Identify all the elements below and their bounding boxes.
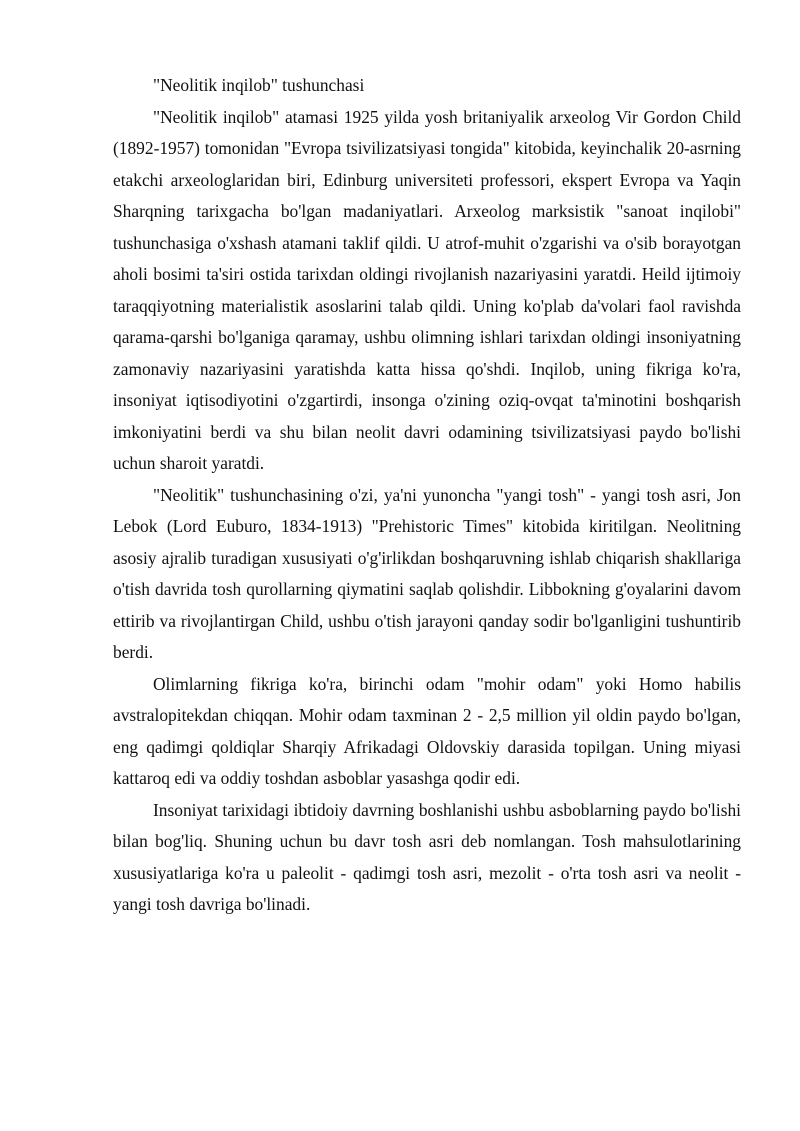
document-page <box>113 70 741 921</box>
document-title: "Neolitik inqilob" tushunchasi <box>153 75 365 95</box>
paragraph-homo-habilis: Olimlarning fikriga ko'ra, birinchi odam "mohir odam" yoki Homo habilis avstralopitekdan chiqqan. Mohir odam taxminan 2 - 2,5 million yil oldin paydo bo'lgan, eng qadimgi qoldiqlar Sharqiy Afrikadagi Oldovskiy darasida topilgan. Uning miyasi kattaroq edi va oddiy toshdan asboblar yasashga qodir edi. <box>113 673 741 788</box>
paragraph-neolithic-revolution-term: "Neolitik inqilob" atamasi 1925 yilda yosh britaniyalik arxeolog Vir Gordon Child (1892-1957) tomonidan "Evropa tsivilizatsiyasi tongida" kitobida, keyinchalik 20-asrning etakchi arxeologlaridan biri, Edinburg universiteti professori, ekspert Evropa va Yaqin Sharqning tarixgacha bo'lgan madaniyatlari. Arxeolog marksistik "sanoat inqilobi" tushunchasiga o'xshash atamani taklif qildi. U atrof-muhit o'zgarishi va o'sib borayotgan aholi bosimi ta'siri ostida tarixdan oldingi rivojlanish nazariyasini yaratdi. Heild ijtimoiy taraqqiyotning materialistik asoslarini talab qildi. Uning ko'plab da'volari faol ravishda qarama-qarshi bo'lganiga qaramay, ushbu olimning ishlari tarixdan oldingi insoniyatning zamonaviy nazariyasini yaratishda katta hissa qo'shdi. Inqilob, uning fikriga ko'ra, insoniyat iqtisodiyotini o'zgartirdi, insonga o'zining oziq-ovqat ta'minotini boshqarish imkoniyatini berdi va shu bilan neolit davri odamining tsivilizatsiyasi paydo bo'lishi uchun sharoit yaratdi. <box>113 106 741 473</box>
paragraph-stone-age-periods: Insoniyat tarixidagi ibtidoiy davrning boshlanishi ushbu asboblarning paydo bo'lishi bilan bog'liq. Shuning uchun bu davr tosh asri deb nomlangan. Tosh mahsulotlarining xususiyatlariga ko'ra u paleolit - qadimgi tosh asri, mezolit - o'rta tosh asri va neolit - yangi tosh davriga bo'linadi. <box>113 799 741 914</box>
paragraph-neolithic-concept: "Neolitik" tushunchasining o'zi, ya'ni yunoncha "yangi tosh" - yangi tosh asri, Jon Lebok (Lord Euburo, 1834-1913) "Prehistoric Times" kitobida kiritilgan. Neolitning asosiy ajralib turadigan xususiyati o'g'irlikdan boshqaruvning ishlab chiqarish shakllariga o'tish davrida tosh qurollarning qiymatini saqlab qolishdir. Libbokning g'oyalarini davom ettirib va rivojlantirgan Child, ushbu o'tish jarayoni qanday sodir bo'lganligini tushuntirib berdi. <box>113 484 741 662</box>
